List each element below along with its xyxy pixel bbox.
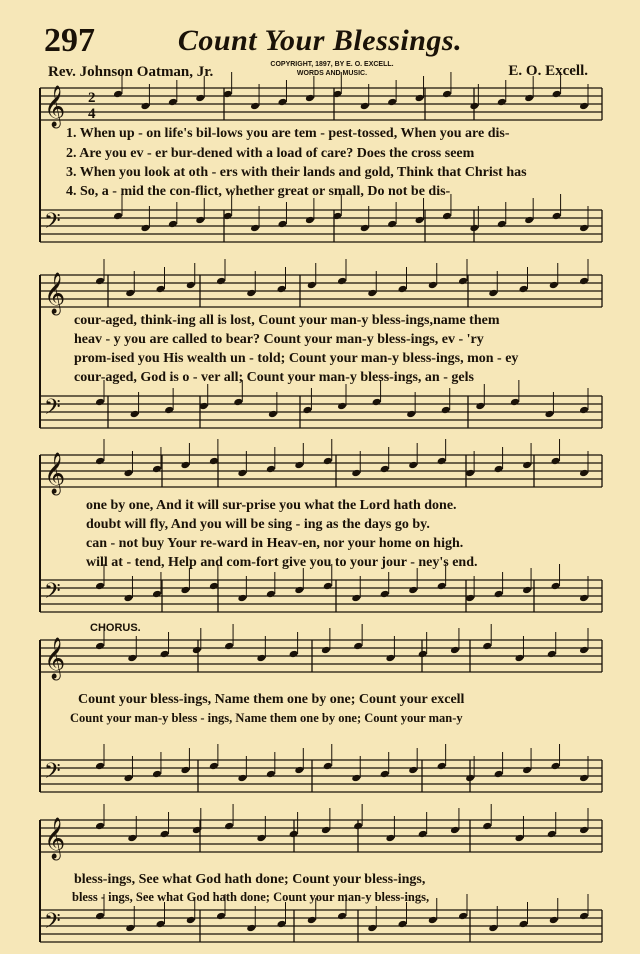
system-5-bass-clef-icon: 𝄢 bbox=[44, 909, 61, 939]
system-5-bass-note bbox=[519, 920, 529, 929]
system-2-treble-note bbox=[337, 277, 347, 286]
lyricist-credit: Rev. Johnson Oatman, Jr. bbox=[48, 64, 214, 80]
system-3-treble-note bbox=[123, 469, 133, 478]
system-2-treble-note bbox=[579, 277, 589, 286]
system-1-treble-note bbox=[415, 94, 425, 103]
system-5-treble-note bbox=[256, 834, 266, 843]
system-1-treble-note bbox=[113, 90, 123, 99]
system-3-treble-note bbox=[95, 457, 105, 466]
system-1-treble-note bbox=[168, 98, 178, 107]
system-4-bass-note bbox=[494, 770, 504, 779]
system-3-bass-note bbox=[266, 590, 276, 599]
system-4-bass-note bbox=[266, 770, 276, 779]
system-3-treble-note bbox=[522, 461, 532, 470]
system-3-treble-note bbox=[579, 469, 589, 478]
system-5-treble-note bbox=[95, 822, 105, 831]
system-4-treble-note bbox=[127, 654, 137, 663]
system-5-treble-note bbox=[385, 834, 395, 843]
system-2-bass-note bbox=[95, 398, 105, 407]
system-3-treble-note bbox=[323, 457, 333, 466]
system-4-treble-note bbox=[160, 650, 170, 659]
system-2-treble-note bbox=[398, 285, 408, 294]
system-2-bass-note bbox=[372, 398, 382, 407]
system-1-treble-note bbox=[552, 90, 562, 99]
system-4-treble-note bbox=[385, 654, 395, 663]
system-2-bass-clef-icon: 𝄢 bbox=[44, 395, 61, 425]
system-1-bass-note bbox=[168, 220, 178, 229]
system-3-bass-note bbox=[294, 586, 304, 595]
system-5-bass-note bbox=[95, 912, 105, 921]
system-5-bass-note bbox=[579, 912, 589, 921]
system-3-treble-note bbox=[494, 465, 504, 474]
system-5-treble-note bbox=[547, 830, 557, 839]
system-2-treble-note bbox=[428, 281, 438, 290]
system-5-bass-note bbox=[488, 924, 498, 933]
system-4-bass-note bbox=[465, 774, 475, 783]
system-1-bass-note bbox=[579, 224, 589, 233]
system-5-bass-note bbox=[549, 916, 559, 925]
system-1-treble-note bbox=[524, 94, 534, 103]
system-2-bass-note bbox=[302, 406, 312, 415]
system-2-bass-note bbox=[510, 398, 520, 407]
system-4-bass-note bbox=[237, 774, 247, 783]
system-5-bass-note bbox=[307, 916, 317, 925]
system-2-treble-note bbox=[246, 289, 256, 298]
system-5-bass-note bbox=[125, 924, 135, 933]
verse-1-line-2: cour-aged, think-ing all is lost, Count your man-y bless-ings,name them bbox=[74, 313, 500, 328]
system-3-treble-note bbox=[551, 457, 561, 466]
system-2-treble-note bbox=[186, 281, 196, 290]
system-4-treble-note bbox=[482, 642, 492, 651]
system-4-treble-note bbox=[192, 646, 202, 655]
system-4-bass-note bbox=[380, 770, 390, 779]
system-1-bass-note bbox=[250, 224, 260, 233]
system-4-treble-note bbox=[353, 642, 363, 651]
system-4-treble-note bbox=[547, 650, 557, 659]
system-4-bass-clef-icon: 𝄢 bbox=[44, 759, 61, 789]
system-5-bass-note bbox=[277, 920, 287, 929]
system-3-treble-note bbox=[237, 469, 247, 478]
verse-3-line-1: 3. When you look at oth - ers with their lands and gold, Think that Christ has bbox=[66, 165, 527, 180]
system-1-bass-note bbox=[195, 216, 205, 225]
system-2-bass-note bbox=[337, 402, 347, 411]
system-2-bass-note bbox=[164, 406, 174, 415]
verse-4-line-1: 4. So, a - mid the con-flict, whether great or small, Do not be dis- bbox=[66, 184, 451, 199]
system-4-bass-note bbox=[152, 770, 162, 779]
system-2-treble-note bbox=[367, 289, 377, 298]
system-5-treble-note bbox=[321, 826, 331, 835]
system-2-treble-note bbox=[458, 277, 468, 286]
system-4-bass-note bbox=[209, 762, 219, 771]
system-5-bass-note bbox=[337, 912, 347, 921]
system-4-treble-note bbox=[256, 654, 266, 663]
system-5-bass-note bbox=[216, 912, 226, 921]
system-1-treble-note bbox=[305, 94, 315, 103]
system-3-treble-note bbox=[380, 465, 390, 474]
system-1-treble-note bbox=[277, 98, 287, 107]
system-1-treble-note bbox=[195, 94, 205, 103]
system-2-treble-note bbox=[519, 285, 529, 294]
system-4-treble-note bbox=[450, 646, 460, 655]
system-4-bass-note bbox=[408, 766, 418, 775]
system-5-treble-note bbox=[450, 826, 460, 835]
system-2-bass-note bbox=[475, 402, 485, 411]
system-1-bass-note bbox=[305, 216, 315, 225]
system-3-bass-note bbox=[323, 582, 333, 591]
system-1-bass-note bbox=[442, 212, 452, 221]
system-3-bass-note bbox=[494, 590, 504, 599]
system-1-bass-note bbox=[497, 220, 507, 229]
system-4-bass-note bbox=[522, 766, 532, 775]
verse-2-line-3: doubt will fly, And you will be sing - ing as the days go by. bbox=[86, 517, 430, 532]
system-4-treble-note bbox=[289, 650, 299, 659]
system-1-treble-note bbox=[250, 102, 260, 111]
time-signature-bottom: 4 bbox=[88, 106, 96, 122]
system-2-treble-note bbox=[156, 285, 166, 294]
composer-credit: E. O. Excell. bbox=[508, 63, 588, 79]
system-1-bass-note bbox=[360, 224, 370, 233]
system-4-treble-note bbox=[321, 646, 331, 655]
system-3-treble-note bbox=[351, 469, 361, 478]
system-4-bass-note bbox=[95, 762, 105, 771]
system-2-treble-note bbox=[277, 285, 287, 294]
system-5-treble-note bbox=[127, 834, 137, 843]
system-1-treble-clef-icon: 𝄞 bbox=[44, 86, 66, 127]
verse-1-line-1: 1. When up - on life's bil-lows you are tem - pest-tossed, When you are dis- bbox=[66, 126, 510, 141]
system-1-bass-note bbox=[524, 216, 534, 225]
system-3-bass-note bbox=[180, 586, 190, 595]
chorus-upper-line-1: Count your bless-ings, Name them one by one; Count your excell bbox=[78, 692, 465, 707]
system-2-treble-note bbox=[125, 289, 135, 298]
system-1-bass-note bbox=[552, 212, 562, 221]
system-5-bass-note bbox=[398, 920, 408, 929]
system-3-bass-note bbox=[380, 590, 390, 599]
system-1-treble-note bbox=[469, 102, 479, 111]
system-2-bass-note bbox=[406, 410, 416, 419]
system-2-treble-clef-icon: 𝄞 bbox=[44, 273, 66, 314]
verse-1-line-3: one by one, And it will sur-prise you what the Lord hath done. bbox=[86, 498, 457, 513]
system-4-treble-note bbox=[418, 650, 428, 659]
system-5-treble-note bbox=[579, 826, 589, 835]
chorus-lower-line-2: bless - ings, See what God hath done; Count your man-y bless-ings, bbox=[72, 890, 430, 904]
system-4-bass-note bbox=[323, 762, 333, 771]
system-3-bass-clef-icon: 𝄢 bbox=[44, 579, 61, 609]
copyright-line-1: COPYRIGHT, 1897, BY E. O. EXCELL. bbox=[270, 61, 394, 68]
system-5-bass-note bbox=[246, 924, 256, 933]
system-5-treble-note bbox=[289, 830, 299, 839]
system-5-bass-note bbox=[367, 924, 377, 933]
system-5-treble-note bbox=[353, 822, 363, 831]
system-1-bass-note bbox=[469, 224, 479, 233]
system-1-bass-note bbox=[415, 216, 425, 225]
system-3-bass-note bbox=[123, 594, 133, 603]
system-2-bass-note bbox=[441, 406, 451, 415]
verse-2-line-2: heav - y you are called to bear? Count your man-y bless-ings, ev - 'ry bbox=[74, 332, 484, 347]
system-2-bass-note bbox=[130, 410, 140, 419]
system-5-bass-note bbox=[428, 916, 438, 925]
verse-3-line-2: prom-ised you His wealth un - told; Count your man-y bless-ings, mon - ey bbox=[74, 351, 519, 366]
system-3-bass-note bbox=[152, 590, 162, 599]
system-3-bass-note bbox=[437, 582, 447, 591]
system-2-bass-note bbox=[544, 410, 554, 419]
verse-4-line-3: will at - tend, Help and com-fort give you to your jour - ney's end. bbox=[86, 555, 478, 570]
system-1-bass-note bbox=[387, 220, 397, 229]
system-2-treble-note bbox=[95, 277, 105, 286]
system-4-bass-note bbox=[579, 774, 589, 783]
system-3-bass-note bbox=[522, 586, 532, 595]
system-4-bass-note bbox=[123, 774, 133, 783]
system-3-treble-note bbox=[266, 465, 276, 474]
system-3-treble-note bbox=[180, 461, 190, 470]
system-2-treble-note bbox=[549, 281, 559, 290]
system-5-bass-note bbox=[186, 916, 196, 925]
system-5-treble-note bbox=[418, 830, 428, 839]
system-3-treble-note bbox=[437, 457, 447, 466]
system-3-bass-note bbox=[95, 582, 105, 591]
system-4-treble-note bbox=[224, 642, 234, 651]
system-4-bass-note bbox=[551, 762, 561, 771]
system-3-treble-note bbox=[152, 465, 162, 474]
hymn-number: 297 bbox=[44, 22, 95, 59]
system-1-treble-note bbox=[360, 102, 370, 111]
system-5-treble-clef-icon: 𝄞 bbox=[44, 818, 66, 859]
system-5-treble-note bbox=[224, 822, 234, 831]
system-2-treble-note bbox=[488, 289, 498, 298]
system-4-bass-note bbox=[180, 766, 190, 775]
chorus-label: CHORUS. bbox=[90, 622, 141, 634]
system-2-treble-note bbox=[216, 277, 226, 286]
system-1-treble-note bbox=[442, 90, 452, 99]
system-1-bass-note bbox=[113, 212, 123, 221]
system-5-bass-note bbox=[458, 912, 468, 921]
verse-4-line-2: cour-aged, God is o - ver all; Count your man-y bless-ings, an - gels bbox=[74, 370, 474, 385]
system-4-treble-note bbox=[95, 642, 105, 651]
system-2-bass-note bbox=[579, 406, 589, 415]
system-1-treble-note bbox=[497, 98, 507, 107]
chorus-upper-line-2: bless-ings, See what God hath done; Count your bless-ings, bbox=[74, 872, 426, 887]
system-1-bass-note bbox=[277, 220, 287, 229]
system-3-bass-note bbox=[351, 594, 361, 603]
system-4-bass-note bbox=[351, 774, 361, 783]
system-1-treble-note bbox=[140, 102, 150, 111]
system-5-treble-note bbox=[160, 830, 170, 839]
system-3-bass-note bbox=[237, 594, 247, 603]
copyright-line-2: WORDS AND MUSIC. bbox=[296, 70, 368, 77]
system-1-treble-note bbox=[579, 102, 589, 111]
time-signature-top: 2 bbox=[88, 90, 96, 106]
system-5-treble-note bbox=[514, 834, 524, 843]
system-3-treble-note bbox=[294, 461, 304, 470]
system-4-bass-note bbox=[294, 766, 304, 775]
verse-3-line-3: can - not buy Your re-ward in Heav-en, nor your home on high. bbox=[86, 536, 464, 551]
system-1-bass-note bbox=[140, 224, 150, 233]
system-4-treble-note bbox=[579, 646, 589, 655]
system-4-treble-clef-icon: 𝄞 bbox=[44, 638, 66, 679]
system-3-treble-note bbox=[408, 461, 418, 470]
system-3-bass-note bbox=[551, 582, 561, 591]
system-4-treble-note bbox=[514, 654, 524, 663]
system-3-bass-note bbox=[408, 586, 418, 595]
chorus-lower-line-1: Count your man-y bless - ings, Name them one by one; Count your man-y bbox=[70, 711, 463, 725]
system-4-bass-note bbox=[437, 762, 447, 771]
system-3-treble-clef-icon: 𝄞 bbox=[44, 453, 66, 494]
verse-2-line-1: 2. Are you ev - er bur-dened with a load of care? Does the cross seem bbox=[66, 146, 475, 161]
system-5-bass-note bbox=[156, 920, 166, 929]
system-2-bass-note bbox=[268, 410, 278, 419]
system-2-bass-note bbox=[233, 398, 243, 407]
system-1-bass-clef-icon: 𝄢 bbox=[44, 209, 61, 239]
hymn-title: Count Your Blessings. bbox=[177, 24, 463, 57]
system-3-bass-note bbox=[579, 594, 589, 603]
system-5-treble-note bbox=[482, 822, 492, 831]
system-1-treble-note bbox=[387, 98, 397, 107]
system-2-treble-note bbox=[307, 281, 317, 290]
